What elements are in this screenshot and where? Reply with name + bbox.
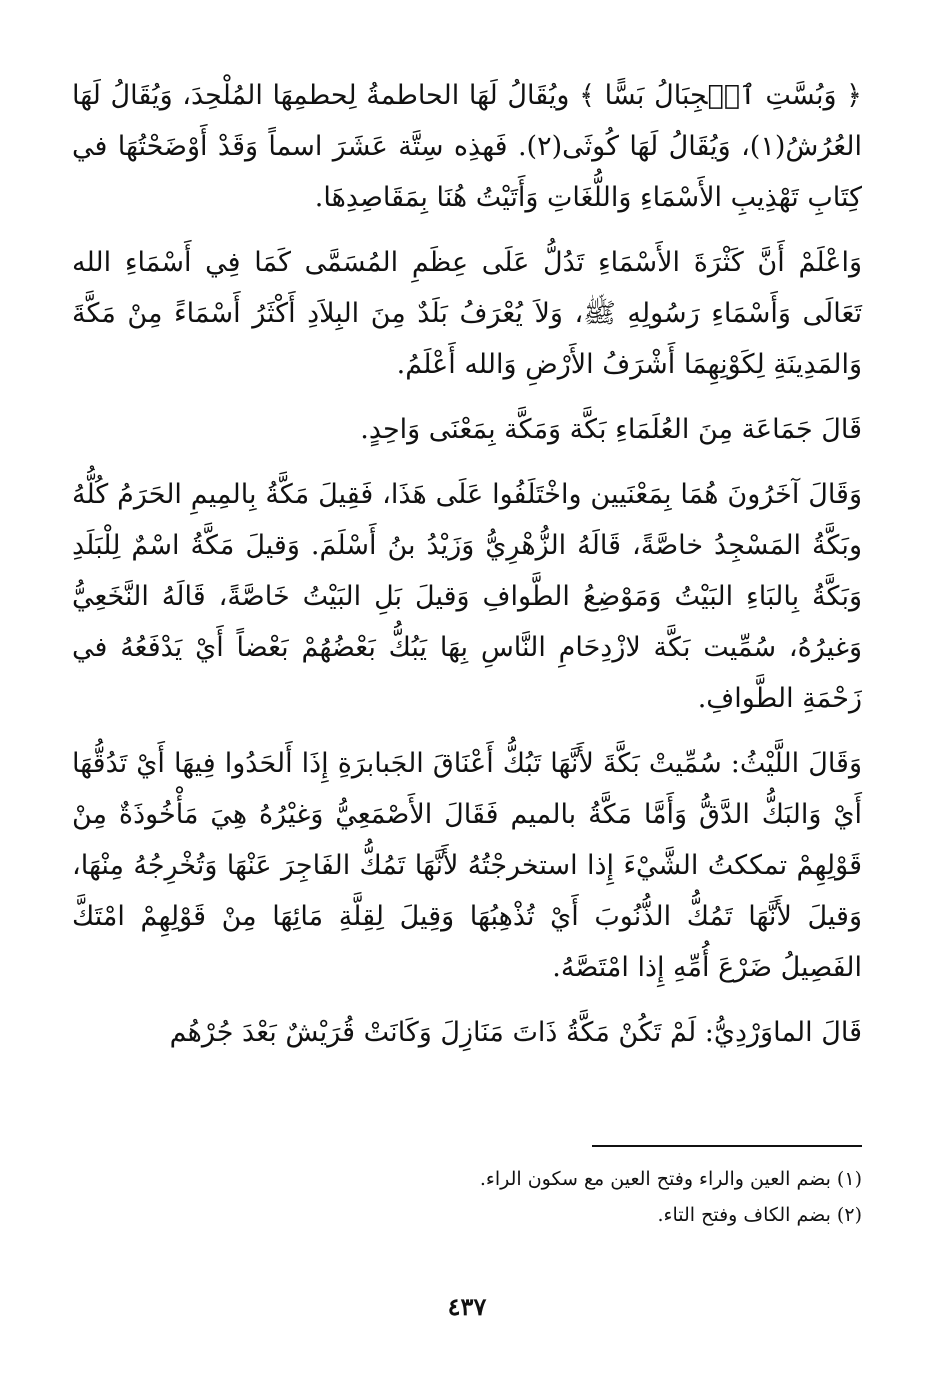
- paragraph-1: ﴿ وَبُسَّتِ ٱلۡجِبَالُ بَسًّا ﴾ ويُقَالُ لَهَا الحاطمةُ لِحطمِهَا المُلْحِدَ، وَيُقَالُ لَهَا العُرُشُ(١)، وَيُقَالُ لَهَا كُوثَى(٢). فَهذِه سِتَّة عَشَرَ اسماً وَقَدْ أَوْضَحْتُهَا في كِتَابِ تَهْذِيبِ الأَسْمَاءِ وَاللُّغَاتِ وَأَتَيْتُ هُنَا بِمَقَاصِدِهَا.: [72, 80, 862, 213]
- paragraph-2: وَاعْلَمْ أَنَّ كَثْرَةَ الأَسْمَاءِ تَدُلُّ عَلَى عِظَمِ المُسَمَّى كَمَا فِي أَسْمَاءِ الله تَعَالَى وَأَسْمَاءِ رَسُولِهِ ﷺ، وَلاَ يُعْرَفُ بَلَدٌ مِنَ البِلاَدِ أَكْثَرُ أَسْمَاءً مِنْ مَكَّةَ وَالمَدِينَةِ لِكَوْنِهِمَا أَشْرَفُ الأَرْضِ وَالله أَعْلَمُ.: [72, 247, 862, 380]
- paragraph-5: وَقَالَ اللَّيْثُ: سُمِّيتْ بَكَّةَ لأَنَّهَا تَبُكُّ أَعْنَاقَ الجَبابرَةِ إِذَا أَلحَدُوا فِيهَا أَيْ تَدُقُّهَا أَيْ وَالبَكُّ الدَّقُّ وَأَمَّا مَكَّةُ بالميم فَقَالَ الأَصْمَعِيُّ وَغيْرُهُ هِيَ مَأْخُوذَةٌ مِنْ قَوْلِهِمْ تمككتُ الشَّيْءَ إِذا استخرجْتُهُ لأَنَّهَا تَمُكُّ الفَاجِرَ عَنْهَا وَتُخْرِجُهُ مِنْهَا، وَقيلَ لأَنَّهَا تَمُكُّ الذُّنُوبَ أَيْ تُذْهِبُهَا وَقِيلَ لِقِلَّةِ مَائِهَا مِنْ قَوْلِهِمْ امْتَكَّ الفَصِيلُ ضَرْعَ أُمِّهِ إِذا امْتَصَّهُ.: [72, 748, 862, 983]
- footnote-2: (٢) بضم الكاف وفتح التاء.: [657, 1204, 862, 1226]
- footnote-1: (١) بضم العين والراء وفتح العين مع سكون الراء.: [479, 1168, 862, 1190]
- paragraph-3: قَالَ جَمَاعَة مِنَ العُلَمَاءِ بَكَّة وَمَكَّة بِمَعْنَى وَاحِدٍ.: [360, 414, 862, 445]
- paragraph-4: وَقَالَ آخَرُونَ هُمَا بِمَعْنَيين واخْتَلَفُوا عَلَى هَذَا، فَقِيلَ مَكَّةُ بِالمِيمِ الحَرَمُ كُلُّهُ وبَكَّةُ المَسْجِدُ خاصَّةً، قَالَهُ الزُّهْرِيُّ وَزَيْدُ بنُ أَسْلَمَ. وَقيلَ مَكَّةُ اسْمٌ لِلْبَلَدِ وَبَكَّةُ بِالبَاءِ البَيْتُ وَمَوْضِعُ الطَّوافِ وَقيلَ بَلِ البَيْتُ خَاصَّةً، قَالَهُ النَّخَعِيُّ وَغيرُهُ، سُمِّيت بَكَّة لازْدِحَامِ النَّاسِ بِهَا يَبُكُّ بَعْضُهُمْ بَعْضاً أَيْ يَدْفَعُهُ في زَحْمَةِ الطَّوافِ.: [72, 479, 862, 714]
- footnotes: [72, 1145, 862, 1233]
- footnote-divider: [592, 1145, 862, 1147]
- page-number: ٤٣٧: [447, 1292, 487, 1321]
- main-text: [72, 70, 862, 1058]
- paragraph-6: قَالَ الماوَرْدِيُّ: لَمْ تَكُنْ مَكَّةُ ذَاتَ مَنَازِلَ وَكَانَتْ قُرَيْشٌ بَعْدَ جُرْهُم: [169, 1017, 862, 1048]
